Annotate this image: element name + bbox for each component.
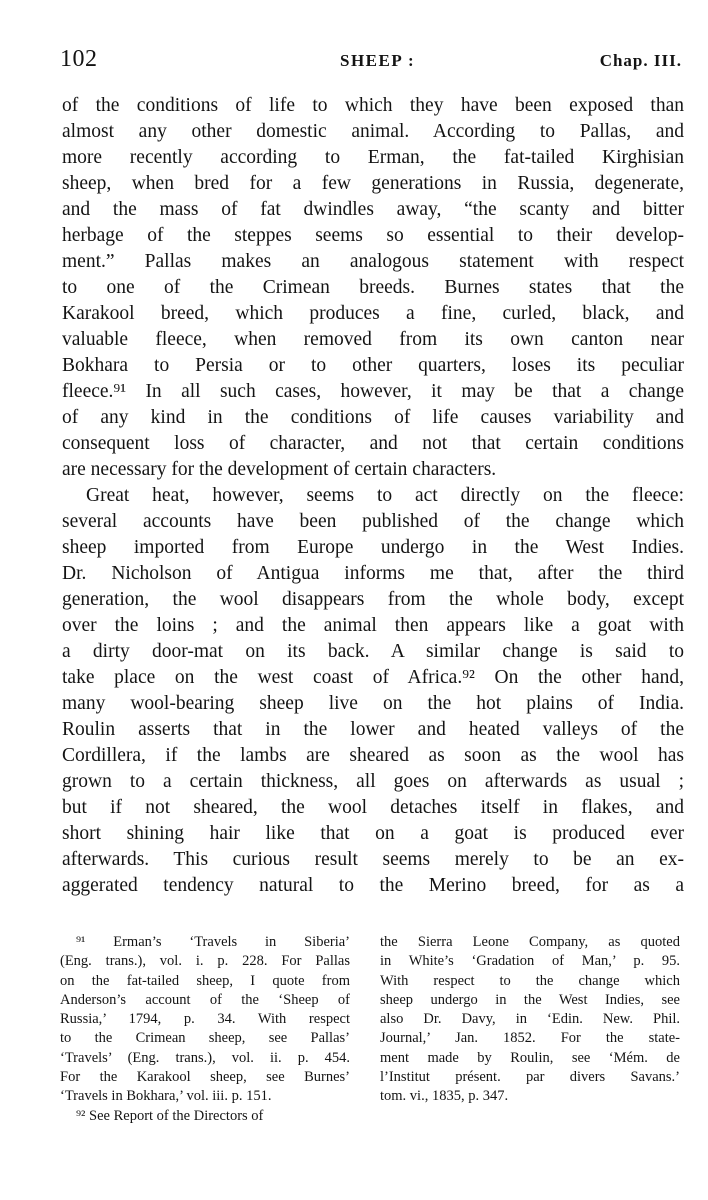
body-line: valuable fleece, when removed from its own canton near	[62, 329, 684, 350]
footnote-line: ment made by Roulin, see ‘Mém. de	[380, 1049, 680, 1066]
body-line: Roulin asserts that in the lower and heated valleys of the	[62, 719, 684, 740]
body-line: ment.” Pallas makes an analogous statement with respect	[62, 251, 684, 272]
body-line: Dr. Nicholson of Antigua informs me that, after the third	[62, 563, 684, 584]
page-number: 102	[60, 46, 98, 72]
body-line: of any kind in the conditions of life causes variability and	[62, 407, 684, 428]
footnote-line: Journal,’ Jan. 1852. For the state-	[380, 1030, 680, 1047]
footnote-line: Russia,’ 1794, p. 34. With respect	[60, 1011, 350, 1028]
body-line: almost any other domestic animal. According to Pallas, and	[62, 121, 684, 142]
body-line: over the loins ; and the animal then appears like a goat with	[62, 615, 684, 636]
body-line: take place on the west coast of Africa.⁹² On the other hand,	[62, 667, 684, 688]
body-line: but if not sheared, the wool detaches itself in flakes, and	[62, 797, 684, 818]
body-line: short shining hair like that on a goat is produced ever	[62, 823, 684, 844]
footnote-line: to the Crimean sheep, see Pallas’	[60, 1030, 350, 1047]
footnote-line: ‘Travels in Bokhara,’ vol. iii. p. 151.	[60, 1088, 272, 1105]
footnote-line: ‘Travels’ (Eng. trans.), vol. ii. p. 454.	[60, 1049, 350, 1066]
footnote-line: in White’s ‘Gradation of Man,’ p. 95.	[380, 953, 680, 970]
footnote-line: For the Karakool sheep, see Burnes’	[60, 1069, 350, 1086]
body-line: Cordillera, if the lambs are sheared as soon as the wool has	[62, 745, 684, 766]
footnote-line: Anderson’s account of the ‘Sheep of	[60, 991, 350, 1008]
body-line: sheep, when bred for a few generations in Russia, degenerate,	[62, 173, 684, 194]
body-line: Karakool breed, which produces a fine, curled, black, and	[62, 303, 684, 324]
body-line: sheep imported from Europe undergo in the West Indies.	[62, 537, 684, 558]
footnote-line: sheep undergo in the West Indies, see	[380, 991, 680, 1008]
body-line: grown to a certain thickness, all goes on afterwards as usual ;	[62, 771, 684, 792]
body-line: several accounts have been published of the change which	[62, 511, 684, 532]
body-line: a dirty door-mat on its back. A similar change is said to	[62, 641, 684, 662]
footnote-line: also Dr. Davy, in ‘Edin. New. Phil.	[380, 1011, 680, 1028]
footnote-line: on the fat-tailed sheep, I quote from	[60, 972, 350, 989]
footnote-line: (Eng. trans.), vol. i. p. 228. For Pallas	[60, 953, 350, 970]
page-header	[60, 44, 682, 78]
body-line: generation, the wool disappears from the whole body, except	[62, 589, 684, 610]
footnotes	[60, 933, 684, 1124]
body-line: many wool-bearing sheep live on the hot plains of India.	[62, 693, 684, 714]
body-line: fleece.⁹¹ In all such cases, however, it may be that a change	[62, 381, 684, 402]
body-line: to one of the Crimean breeds. Burnes states that the	[62, 277, 684, 298]
chapter-label: Chap. III.	[599, 51, 682, 70]
body-line: are necessary for the development of certain characters.	[62, 459, 497, 480]
body-line: herbage of the steppes seems so essential to their develop-	[62, 225, 684, 246]
body-line: Bokhara to Persia or to other quarters, loses its peculiar	[62, 355, 684, 376]
body-line: and the mass of fat dwindles away, “the scanty and bitter	[62, 199, 684, 220]
footnotes-left-column	[60, 933, 350, 1126]
running-title: SHEEP :	[340, 51, 416, 70]
footnote-line: l’Institut présent. par divers Savans.’	[380, 1069, 680, 1086]
footnote-line: With respect to the change which	[380, 972, 680, 989]
paragraph-start-line: Great heat, however, seems to act directly on the fleece:	[86, 485, 684, 506]
body-line: aggerated tendency natural to the Merino breed, for as a	[62, 875, 684, 896]
footnote-line: tom. vi., 1835, p. 347.	[380, 1088, 509, 1105]
body-line: more recently according to Erman, the fat-tailed Kirghisian	[62, 147, 684, 168]
body-line: of the conditions of life to which they have been exposed than	[62, 95, 684, 116]
body-line: afterwards. This curious result seems merely to be an ex-	[62, 849, 684, 870]
footnote-92-line: ⁹² See Report of the Directors of	[76, 1107, 264, 1124]
footnote-line: the Sierra Leone Company, as quoted	[380, 934, 680, 950]
footnotes-right-column	[380, 933, 680, 1107]
body-text	[62, 93, 684, 899]
footnote-91-line: ⁹¹ Erman’s ‘Travels in Siberia’	[76, 934, 350, 950]
body-line: consequent loss of character, and not that certain conditions	[62, 433, 684, 454]
